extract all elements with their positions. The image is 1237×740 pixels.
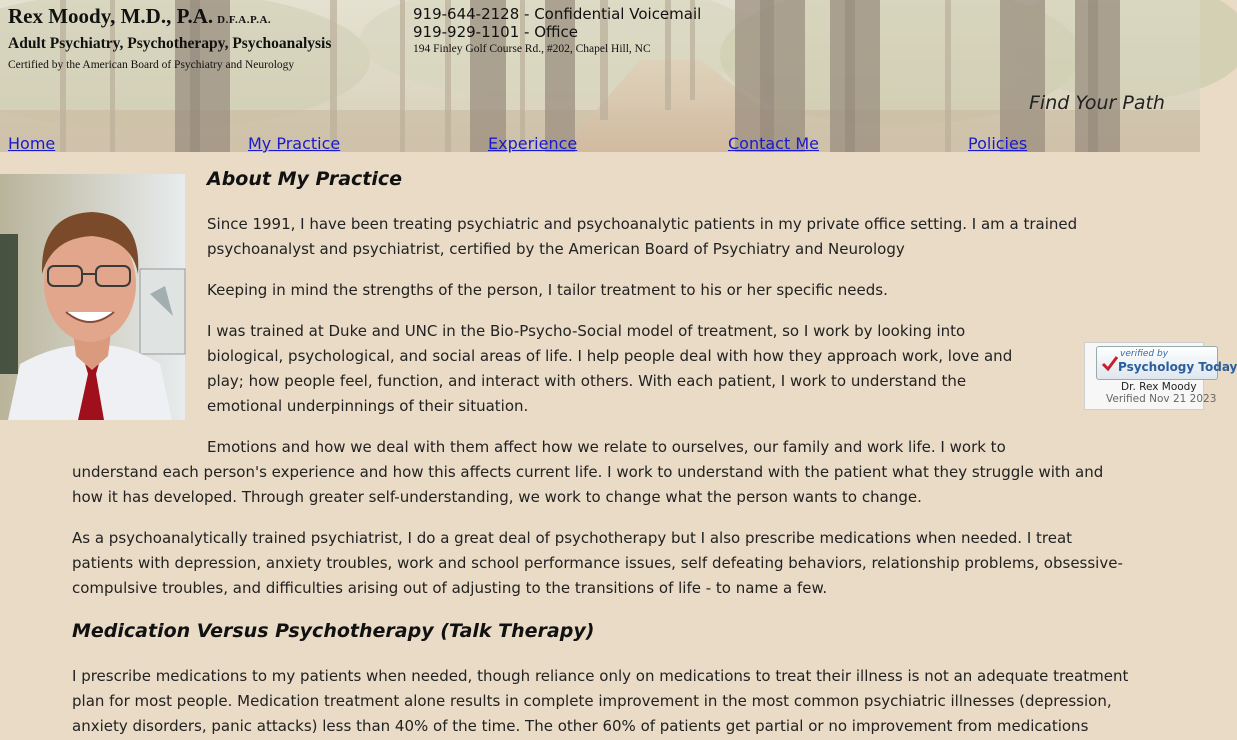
text-line: As a psychoanalytically trained psychiatrist, I do a great deal of psychotherapy but I also prescribe medications when needed. I treat bbox=[72, 529, 1073, 547]
text-line: Emotions and how we deal with them affect how we relate to ourselves, our family and work life. I work to bbox=[207, 438, 1006, 456]
contact-info bbox=[413, 5, 701, 56]
checkmark-icon bbox=[1100, 353, 1120, 373]
paragraph-medication bbox=[72, 664, 1128, 739]
text-line: I was trained at Duke and UNC in the Bio-Psycho-Social model of treatment, so I work by looking into bbox=[207, 322, 966, 340]
site-header bbox=[0, 0, 1200, 152]
credential-abbrev: D.F.A.P.A. bbox=[217, 14, 272, 26]
text-line: psychoanalyst and psychiatrist, certified by the American Board of Psychiatry and Neurology bbox=[207, 240, 905, 258]
heading-about-my-practice: About My Practice bbox=[207, 168, 403, 190]
paragraph-emotions bbox=[72, 435, 1103, 510]
text-line: patients with depression, anxiety troubles, work and school performance issues, self defeating behaviors, relationship problems, obsessive- bbox=[72, 554, 1123, 572]
practice-name bbox=[8, 4, 331, 32]
badge-verified-date: Verified Nov 21 2023 bbox=[1106, 393, 1217, 405]
nav-link-contact-me[interactable]: Contact Me bbox=[728, 134, 819, 153]
nav-link-policies[interactable]: Policies bbox=[968, 134, 1028, 153]
doctor-name: Rex Moody, M.D., P.A. bbox=[8, 4, 214, 28]
practice-branding bbox=[8, 4, 331, 73]
text-line: anxiety disorders, panic attacks) less than 40% of the time. The other 60% of patients get partial or no improvement from medications bbox=[72, 717, 1089, 735]
office-phone: 919-929-1101 - Office bbox=[413, 23, 578, 41]
office-address: 194 Finley Golf Course Rd., #202, Chapel Hill, NC bbox=[413, 43, 651, 55]
practice-specialty: Adult Psychiatry, Psychotherapy, Psychoanalysis bbox=[8, 35, 332, 52]
site-tagline: Find Your Path bbox=[1029, 92, 1165, 114]
badge-brand-name: Psychology Today bbox=[1118, 360, 1237, 374]
badge-logo-box bbox=[1096, 346, 1237, 380]
psychology-today-verified-badge[interactable] bbox=[1084, 342, 1237, 410]
paragraph-psychoanalytic bbox=[72, 526, 1123, 601]
badge-person-name: Dr. Rex Moody bbox=[1121, 381, 1197, 393]
text-line: I prescribe medications to my patients when needed, though reliance only on medications to treat their illness is not an adequate treatment bbox=[72, 667, 1129, 685]
voicemail-phone: 919-644-2128 - Confidential Voicemail bbox=[413, 5, 702, 23]
paragraph-training bbox=[207, 319, 1012, 419]
main-navigation bbox=[0, 134, 1200, 152]
text-line: emotional underpinnings of their situation. bbox=[207, 397, 529, 415]
nav-link-experience[interactable]: Experience bbox=[488, 134, 578, 153]
heading-medication-vs-psychotherapy: Medication Versus Psychotherapy (Talk Therapy) bbox=[72, 620, 595, 642]
board-certification: Certified by the American Board of Psychiatry and Neurology bbox=[8, 59, 295, 71]
nav-link-my-practice[interactable]: My Practice bbox=[248, 134, 341, 153]
text-line: play; how people feel, function, and interact with others. With each patient, I work to understand the bbox=[207, 372, 967, 390]
paragraph-intro bbox=[207, 212, 1077, 262]
text-line: Since 1991, I have been treating psychiatric and psychoanalytic patients in my private office setting. I am a trained bbox=[207, 215, 1078, 233]
text-line: compulsive troubles, and difficulties arising out of adjusting to the transitions of life - to name a few. bbox=[72, 579, 828, 597]
text-line: how it has developed. Through greater self-understanding, we work to change what the person wants to change. bbox=[72, 488, 922, 506]
text-line: understand each person's experience and how this affects current life. I work to understand with the patient what they struggle with and bbox=[72, 463, 1104, 481]
paragraph-strengths bbox=[207, 278, 888, 303]
doctor-portrait-photo bbox=[0, 174, 185, 420]
text-line: biological, psychological, and social areas of life. I help people deal with how they approach work, love and bbox=[207, 347, 1013, 365]
badge-verified-by: verified by bbox=[1120, 349, 1169, 359]
text-line: plan for most people. Medication treatment alone results in complete improvement in the most common psychiatric illnesses (depression, bbox=[72, 692, 1112, 710]
text-line: Keeping in mind the strengths of the person, I tailor treatment to his or her specific needs. bbox=[207, 281, 888, 299]
nav-link-home[interactable]: Home bbox=[8, 134, 56, 153]
